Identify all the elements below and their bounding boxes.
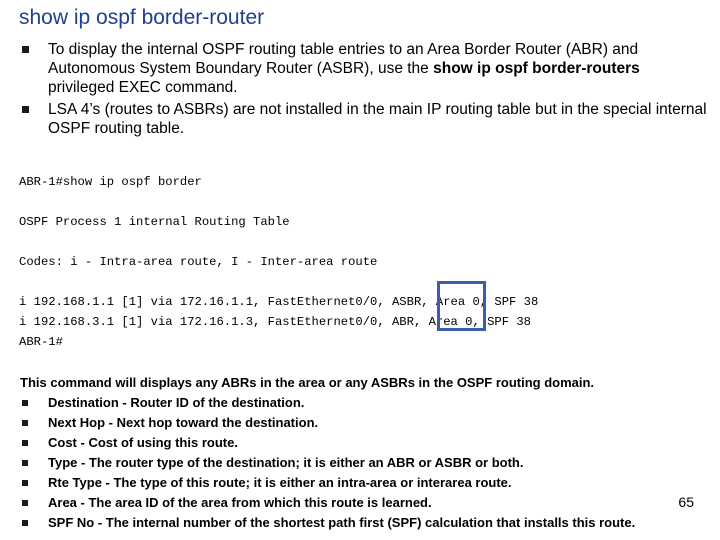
- field-bullet: SPF No - The internal number of the shortest path first (SPF) calculation that installs this route.: [20, 513, 710, 533]
- field-bullet: Next Hop - Next hop toward the destination.: [20, 413, 710, 433]
- cli-line: ABR-1#: [19, 335, 63, 349]
- bullet-square-icon: [22, 520, 28, 526]
- description-lead: This command will displays any ABRs in the area or any ASBRs in the OSPF routing domain.: [20, 375, 595, 390]
- bullet-square-icon: [22, 480, 28, 486]
- bullet-square-icon: [22, 400, 28, 406]
- type-column-highlight: [437, 281, 486, 331]
- cli-line: i 192.168.1.1 [1] via 172.16.1.1, FastEthernet0/0, ASBR, Area 0, SPF 38: [19, 295, 539, 309]
- bullet-square-icon: [22, 106, 29, 113]
- cli-line: ABR-1#show ip ospf border: [19, 175, 202, 189]
- field-bullet: Type - The router type of the destination; it is either an ABR or ASBR or both.: [20, 453, 710, 473]
- bullet-square-icon: [22, 500, 28, 506]
- intro-bullet-text: To display the internal OSPF routing table entries to an Area Border Router (ABR) and Autonomous System Boundary Router (ASBR), use the: [48, 41, 639, 77]
- intro-bullet-text: LSA 4’s (routes to ASBRs) are not installed in the main IP routing table but in the special internal OSPF routing table.: [48, 101, 707, 137]
- intro-bullet-text-end: privileged EXEC command.: [48, 79, 238, 96]
- bullet-square-icon: [22, 46, 29, 53]
- field-bullet: Destination - Router ID of the destination.: [20, 393, 710, 413]
- cli-line: OSPF Process 1 internal Routing Table: [19, 215, 290, 229]
- bullet-square-icon: [22, 460, 28, 466]
- field-bullet: Cost - Cost of using this route.: [20, 433, 710, 453]
- cli-line: i 192.168.3.1 [1] via 172.16.1.3, FastEthernet0/0, ABR, Area 0, SPF 38: [19, 315, 531, 329]
- field-bullet: Rte Type - The type of this route; it is either an intra-area or interarea route.: [20, 473, 710, 493]
- field-description-list: [20, 373, 710, 533]
- intro-bullet-list: [20, 40, 710, 141]
- command-name: show ip ospf border-routers: [433, 60, 640, 77]
- cli-output: [19, 172, 709, 352]
- bullet-square-icon: [22, 420, 28, 426]
- page-number: 65: [678, 494, 694, 510]
- field-bullet: Area - The area ID of the area from which this route is learned.: [20, 493, 710, 513]
- intro-bullet: [20, 100, 710, 138]
- cli-line: Codes: i - Intra-area route, I - Inter-area route: [19, 255, 378, 269]
- intro-bullet: [20, 40, 710, 97]
- slide-title: show ip ospf border-router: [19, 6, 265, 29]
- bullet-square-icon: [22, 440, 28, 446]
